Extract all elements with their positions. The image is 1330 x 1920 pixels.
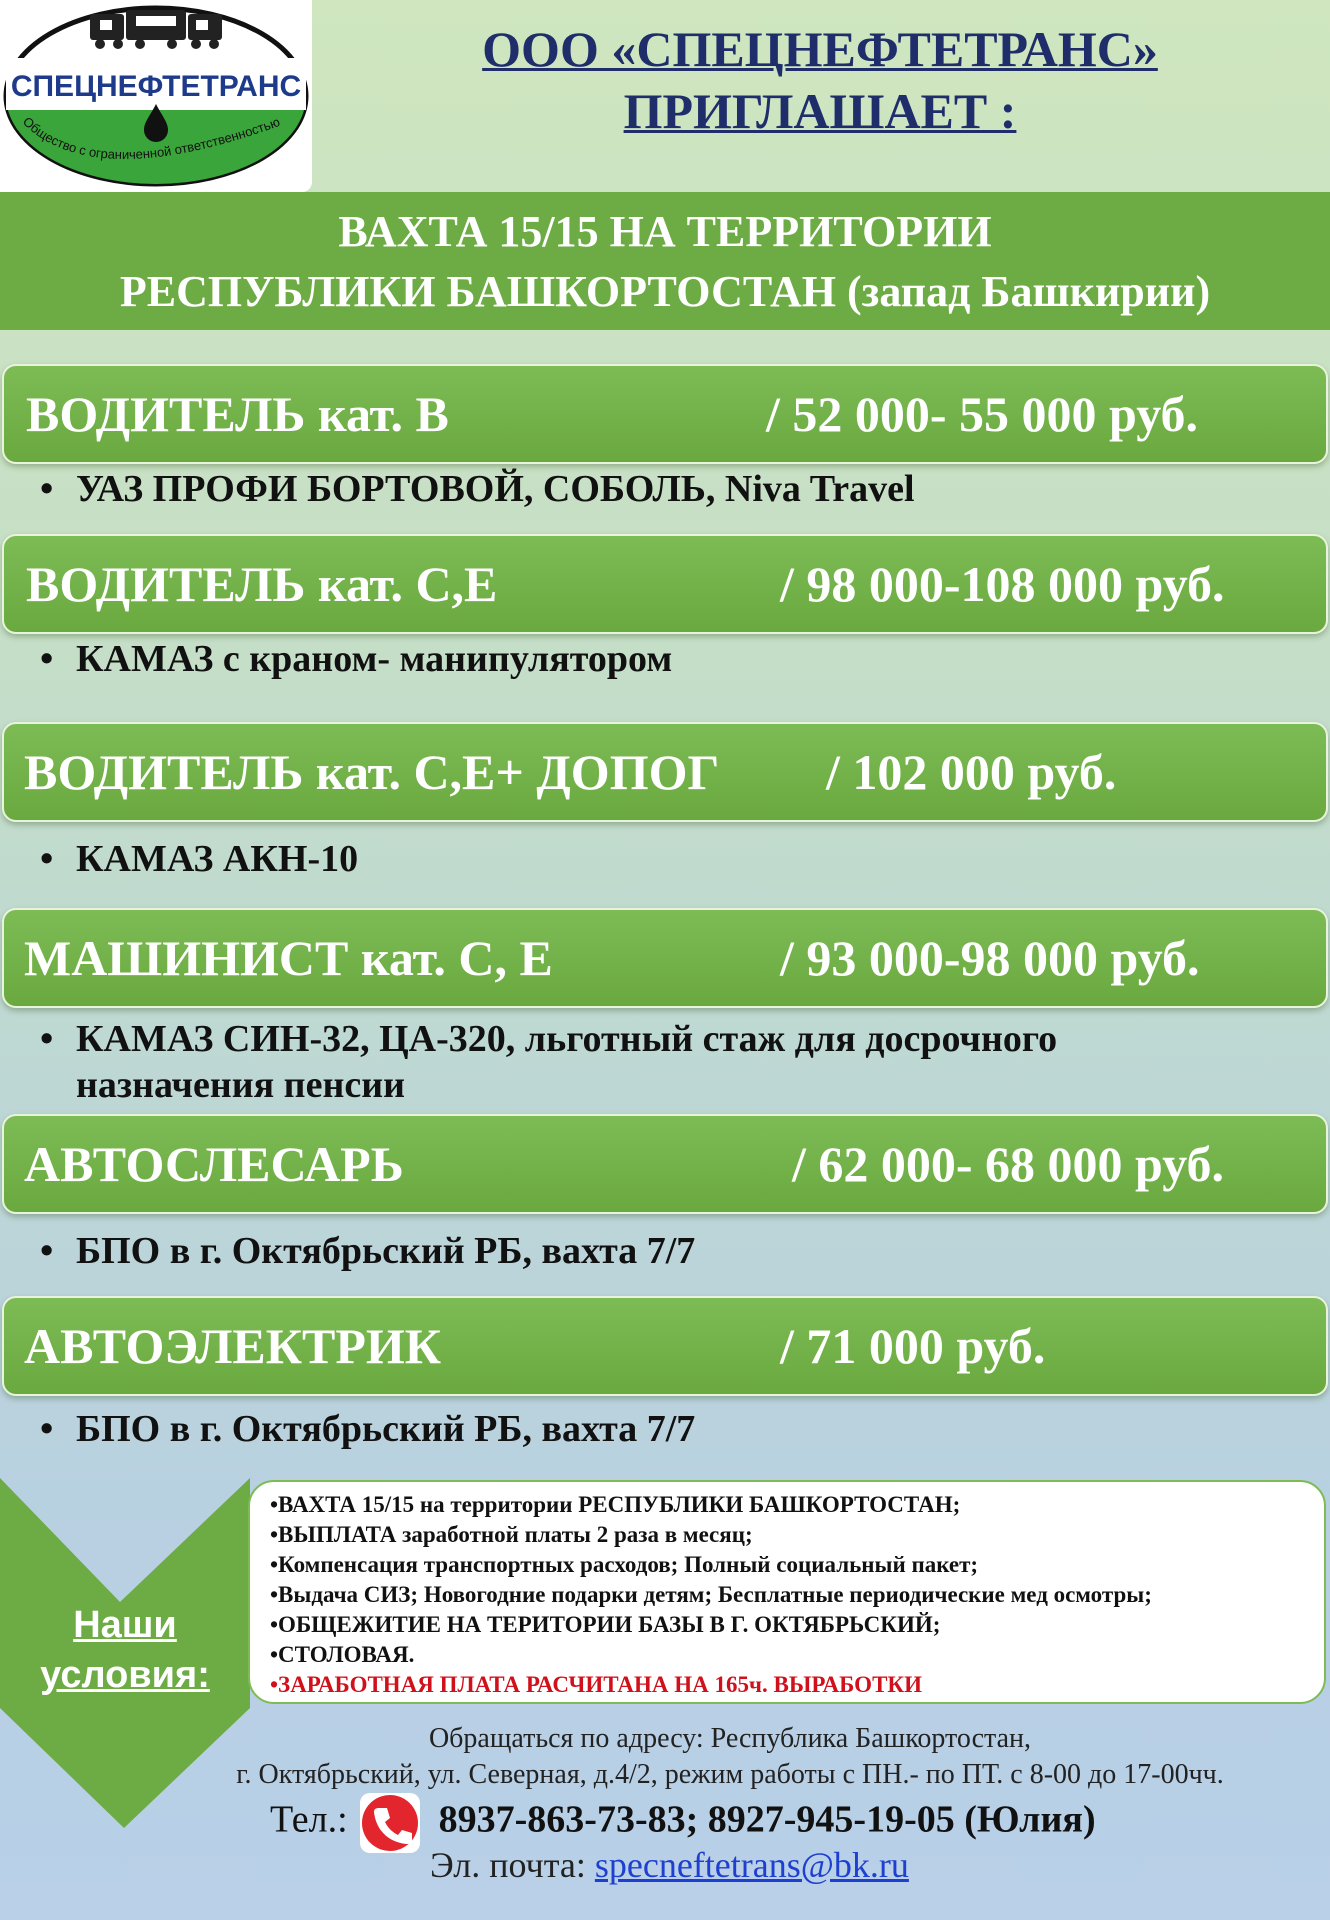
job-detail: • КАМАЗ с краном- манипулятором [40, 638, 673, 680]
condition-highlight: •ЗАРАБОТНАЯ ПЛАТА РАСЧИТАНА НА 165ч. ВЫРАБОТКИ [270, 1672, 922, 1697]
job-salary: / 71 000 руб. [780, 1318, 1046, 1374]
phone-label: Тел.: [270, 1798, 348, 1841]
header-line-2: ПРИГЛАШАЕТ : [623, 83, 1017, 139]
email-label: Эл. почта: [430, 1845, 586, 1885]
condition-item: •СТОЛОВАЯ. [270, 1642, 415, 1667]
conditions-label: Наши условия: [40, 1604, 210, 1696]
job-bar-electrician [2, 1296, 1328, 1396]
job-bar-mechanic [2, 1114, 1328, 1214]
job-bar-driver-dopog [2, 722, 1328, 822]
job-salary: / 62 000- 68 000 руб. [792, 1136, 1225, 1192]
job-salary: / 93 000-98 000 руб. [780, 930, 1200, 986]
logo-subtitle: Общество с ограниченной ответственностью [19, 113, 282, 163]
job-bar-machinist [2, 908, 1328, 1008]
phone-icon [359, 1792, 421, 1854]
job-title: АВТОСЛЕСАРЬ [24, 1136, 404, 1192]
vahta-banner [0, 192, 1330, 330]
job-title: ВОДИТЕЛЬ кат. С,Е+ ДОПОГ [24, 744, 720, 800]
job-bar-driver-ce [2, 534, 1328, 634]
condition-item: •ОБЩЕЖИТИЕ НА ТЕРИТОРИИ БАЗЫ В Г. ОКТЯБРЬСКИЙ; [270, 1612, 941, 1637]
job-bar-driver-b [2, 364, 1328, 464]
conditions-list [248, 1480, 1326, 1704]
job-detail: • УАЗ ПРОФИ БОРТОВОЙ, СОБОЛЬ, Niva Travel [40, 468, 915, 510]
job-salary: / 52 000- 55 000 руб. [766, 386, 1199, 442]
condition-item: •ВАХТА 15/15 на территории РЕСПУБЛИКИ БАШКОРТОСТАН; [270, 1492, 961, 1517]
job-title: ВОДИТЕЛЬ кат. С,Е [26, 556, 498, 612]
logo-emblem [0, 0, 312, 192]
job-detail: • КАМАЗ АКН-10 [40, 838, 359, 880]
job-title: МАШИНИСТ кат. С, Е [24, 930, 553, 986]
vahta-line-2: РЕСПУБЛИКИ БАШКОРТОСТАН (запад Башкирии) [119, 267, 1211, 316]
email-link[interactable]: specneftetrans@bk.ru [594, 1845, 909, 1885]
address-line-2: г. Октябрьский, ул. Северная, д.4/2, режим работы с ПН.- по ПТ. с 8-00 до 17-00чч. [236, 1759, 1224, 1790]
logo-name: СПЕЦНЕФТЕТРАНС [10, 70, 302, 103]
job-salary: / 102 000 руб. [826, 744, 1117, 800]
vahta-line-1: ВАХТА 15/15 НА ТЕРРИТОРИИ [338, 207, 992, 256]
header-line-1: ООО «СПЕЦНЕФТЕТРАНС» [482, 21, 1158, 77]
job-detail: • КАМАЗ СИН-32, ЦА-320, льготный стаж для досрочного назначения пенсии [40, 1018, 1058, 1106]
job-salary: / 98 000-108 000 руб. [780, 556, 1225, 612]
email-line [430, 1840, 909, 1890]
company-logo [0, 0, 312, 192]
phone-numbers[interactable]: 8937-863-73-83; 8927-945-19-05 (Юлия) [438, 1798, 1096, 1841]
job-detail: • БПО в г. Октябрьский РБ, вахта 7/7 [40, 1408, 696, 1450]
job-detail: • БПО в г. Октябрьский РБ, вахта 7/7 [40, 1230, 696, 1272]
condition-item: •Компенсация транспортных расходов; Полный социальный пакет; [270, 1552, 979, 1577]
address-line-1: Обращаться по адресу: Республика Башкортостан, [428, 1723, 1032, 1754]
condition-item: •Выдача СИЗ; Новогодние подарки детям; Бесплатные периодические мед осмотры; [270, 1582, 1152, 1607]
job-title: АВТОЭЛЕКТРИК [24, 1318, 442, 1374]
job-title: ВОДИТЕЛЬ кат. В [26, 386, 449, 442]
header-title [330, 18, 1310, 142]
condition-item: •ВЫПЛАТА заработной платы 2 раза в месяц; [270, 1522, 753, 1547]
